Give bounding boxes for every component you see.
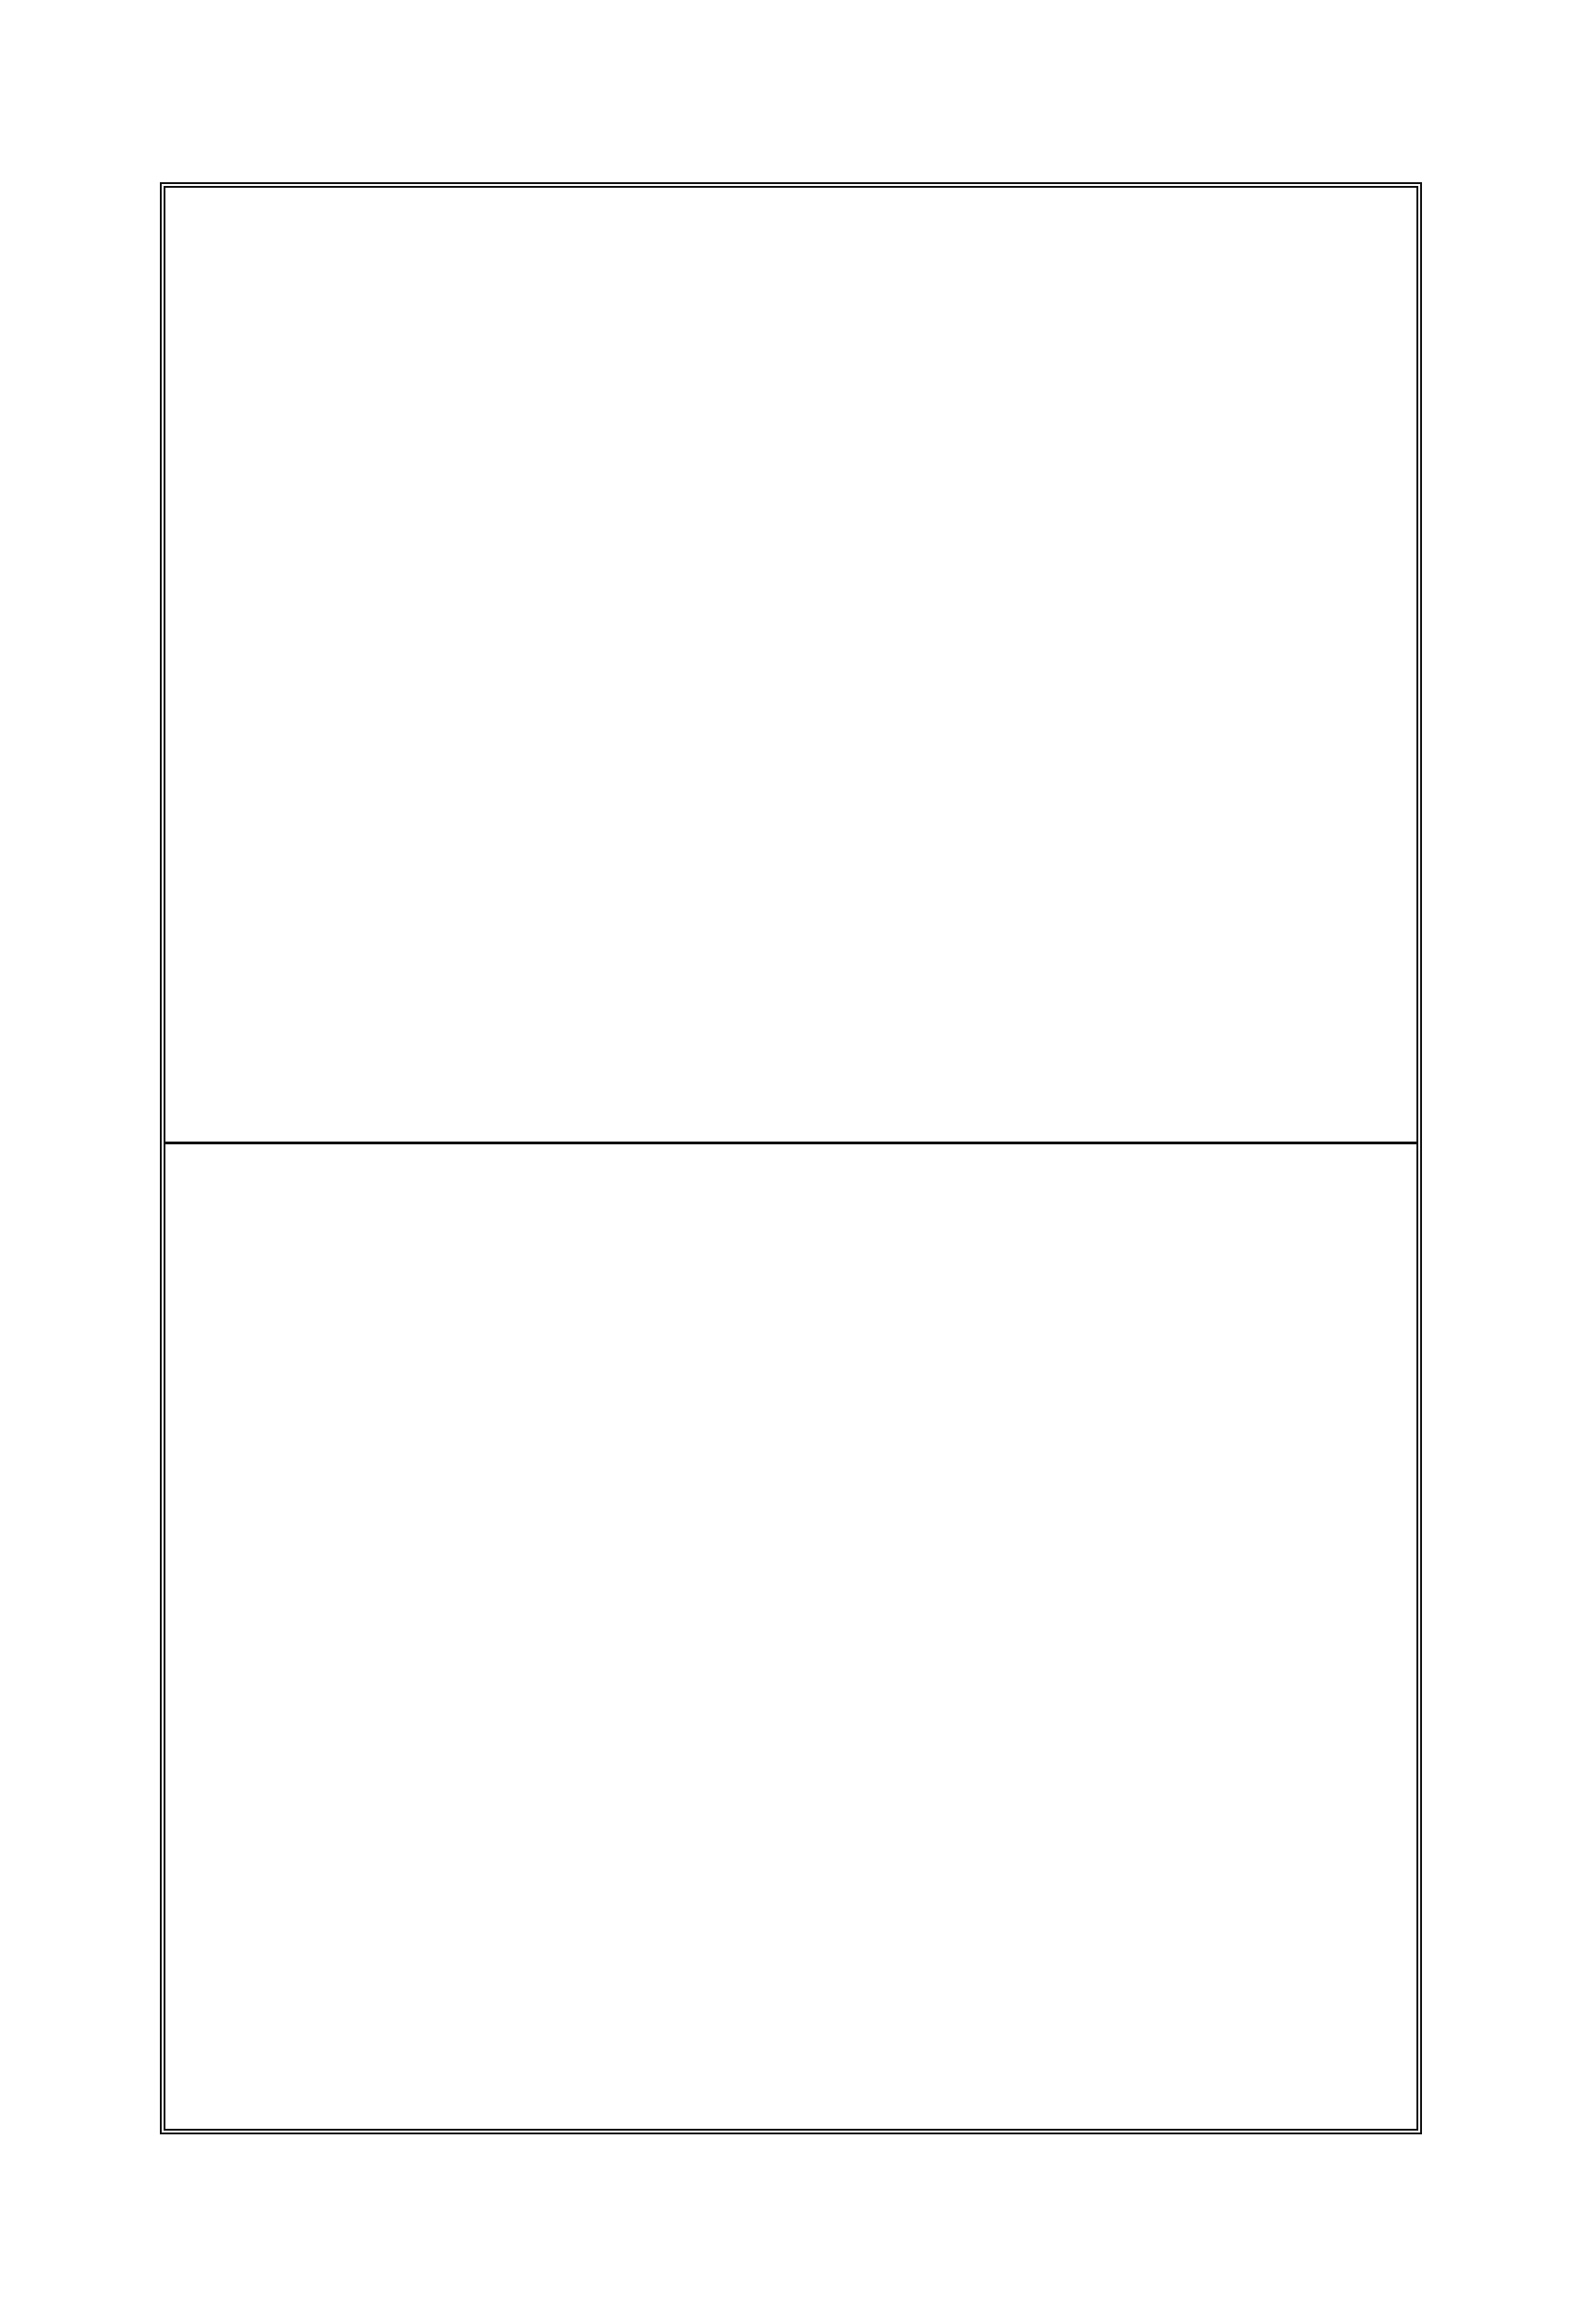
page-frame [160,182,1422,2134]
section-divider [165,1142,1416,1144]
